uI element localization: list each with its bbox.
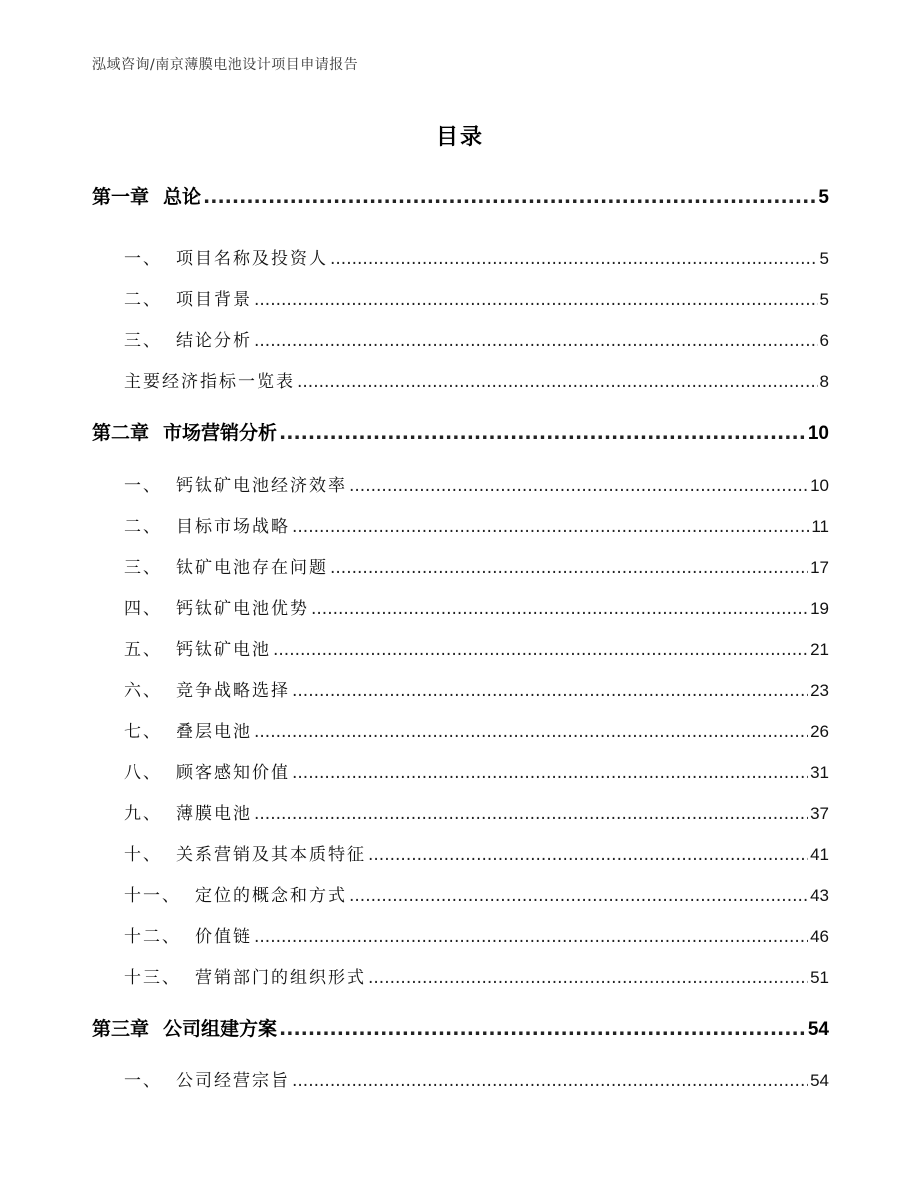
toc-dot-leader	[254, 804, 808, 824]
toc-page-number: 54	[810, 1071, 829, 1090]
toc-dot-leader	[254, 927, 808, 947]
toc-page-number: 10	[807, 423, 829, 444]
toc-dot-leader	[292, 681, 808, 701]
toc-dot-leader	[297, 372, 818, 392]
toc-entry-label: 结论分析	[176, 331, 252, 351]
running-header: 泓域咨询/南京薄膜电池设计项目申请报告	[92, 57, 359, 73]
toc-entry-label: 价值链	[195, 927, 252, 947]
toc-dot-leader	[292, 1071, 808, 1091]
toc-entry-label: 公司经营宗旨	[176, 1071, 290, 1091]
toc-entry-label: 顾客感知价值	[176, 763, 290, 783]
toc-page-number: 41	[810, 845, 829, 864]
toc-dot-leader	[349, 886, 808, 906]
toc-page-number: 46	[810, 927, 829, 946]
toc-dot-leader	[203, 186, 816, 208]
toc-entry-label: 项目背景	[176, 290, 252, 310]
toc-page-number: 8	[819, 372, 829, 391]
toc-section-entry[interactable]	[124, 799, 829, 824]
toc-page-number: 10	[810, 476, 829, 495]
toc-dot-leader	[330, 249, 818, 269]
toc-section-entry[interactable]	[124, 635, 829, 660]
toc-page-number: 17	[810, 558, 829, 577]
toc-entry-label: 钙钛矿电池	[176, 640, 271, 660]
toc-entry-number: 八、	[124, 763, 162, 783]
page-title: 目录	[435, 125, 484, 150]
toc-chapter-entry[interactable]	[92, 418, 829, 445]
toc-dot-leader	[368, 845, 808, 865]
toc-dot-leader	[279, 1018, 806, 1040]
toc-page-number: 26	[810, 722, 829, 741]
toc-entry-number: 三、	[124, 331, 162, 351]
toc-dot-leader	[311, 599, 808, 619]
toc-entry-label: 竞争战略选择	[176, 681, 290, 701]
toc-dot-leader	[292, 517, 809, 537]
toc-section-entry[interactable]	[124, 594, 829, 619]
toc-entry-label: 项目名称及投资人	[176, 249, 328, 269]
toc-entry-number: 十三、	[124, 968, 181, 988]
toc-section-entry[interactable]	[124, 963, 829, 988]
toc-entry-number: 十、	[124, 845, 162, 865]
toc-dot-leader	[254, 290, 818, 310]
toc-section-entry[interactable]	[124, 553, 829, 578]
toc-entry-number: 第三章	[92, 1018, 150, 1040]
toc-entry-number: 二、	[124, 290, 162, 310]
toc-entry-number: 一、	[124, 476, 162, 496]
toc-entry-number: 十一、	[124, 886, 181, 906]
toc-page-number: 51	[810, 968, 829, 987]
toc-entry-label: 营销部门的组织形式	[195, 968, 366, 988]
toc-entry-label: 目标市场战略	[176, 517, 290, 537]
toc-page-number: 54	[807, 1019, 829, 1040]
toc-chapter-entry[interactable]	[92, 182, 829, 209]
toc-section-entry[interactable]	[124, 758, 829, 783]
toc-entry-number: 五、	[124, 640, 162, 660]
toc-entry-number: 一、	[124, 249, 162, 269]
toc-entry-number: 七、	[124, 722, 162, 742]
toc-entry-label: 钛矿电池存在问题	[176, 558, 328, 578]
toc-section-entry[interactable]	[124, 922, 829, 947]
toc-section-entry[interactable]	[124, 285, 829, 310]
toc-section-entry[interactable]	[124, 512, 829, 537]
toc-section-entry[interactable]	[124, 881, 829, 906]
toc-section-entry[interactable]	[124, 244, 829, 269]
toc-entry-number: 十二、	[124, 927, 181, 947]
toc-page-number: 43	[810, 886, 829, 905]
toc-page-number: 5	[819, 249, 829, 268]
toc-dot-leader	[279, 422, 806, 444]
toc-entry-number: 二、	[124, 517, 162, 537]
toc-entry-label: 主要经济指标一览表	[124, 372, 295, 392]
toc-page-number: 37	[810, 804, 829, 823]
toc-entry-number: 第二章	[92, 422, 150, 444]
toc-section-entry[interactable]	[124, 717, 829, 742]
toc-entry-number: 三、	[124, 558, 162, 578]
toc-dot-leader	[254, 722, 808, 742]
toc-entry-label: 定位的概念和方式	[195, 886, 347, 906]
toc-section-entry[interactable]	[124, 367, 829, 392]
toc-dot-leader	[254, 331, 818, 351]
toc-dot-leader	[273, 640, 808, 660]
toc-page-number: 5	[819, 290, 829, 309]
toc-section-entry[interactable]	[124, 676, 829, 701]
toc-section-entry[interactable]	[124, 471, 829, 496]
toc-dot-leader	[292, 763, 808, 783]
toc-page-number: 19	[810, 599, 829, 618]
toc-dot-leader	[368, 968, 808, 988]
toc-section-entry[interactable]	[124, 1066, 829, 1091]
toc-chapter-entry[interactable]	[92, 1014, 829, 1041]
toc-section-entry[interactable]	[124, 840, 829, 865]
toc-entry-number: 六、	[124, 681, 162, 701]
toc-page-number: 6	[819, 331, 829, 350]
toc-entry-label: 钙钛矿电池经济效率	[176, 476, 347, 496]
toc-page-number: 23	[810, 681, 829, 700]
toc-section-entry[interactable]	[124, 326, 829, 351]
toc-entry-label: 公司组建方案	[163, 1018, 278, 1040]
toc-entry-label: 市场营销分析	[163, 422, 278, 444]
toc-entry-number: 第一章	[92, 186, 150, 208]
toc-entry-number: 一、	[124, 1071, 162, 1091]
toc-page-number: 5	[818, 187, 829, 208]
toc-entry-label: 薄膜电池	[176, 804, 252, 824]
toc-entry-number: 四、	[124, 599, 162, 619]
toc-page-number: 11	[811, 517, 829, 536]
toc-dot-leader	[330, 558, 808, 578]
toc-entry-number: 九、	[124, 804, 162, 824]
toc-entry-label: 关系营销及其本质特征	[176, 845, 366, 865]
toc-entry-label: 总论	[163, 186, 202, 208]
toc-page-number: 21	[810, 640, 829, 659]
toc-dot-leader	[349, 476, 808, 496]
toc-entry-label: 叠层电池	[176, 722, 252, 742]
toc-page-number: 31	[810, 763, 829, 782]
toc-entry-label: 钙钛矿电池优势	[176, 599, 309, 619]
